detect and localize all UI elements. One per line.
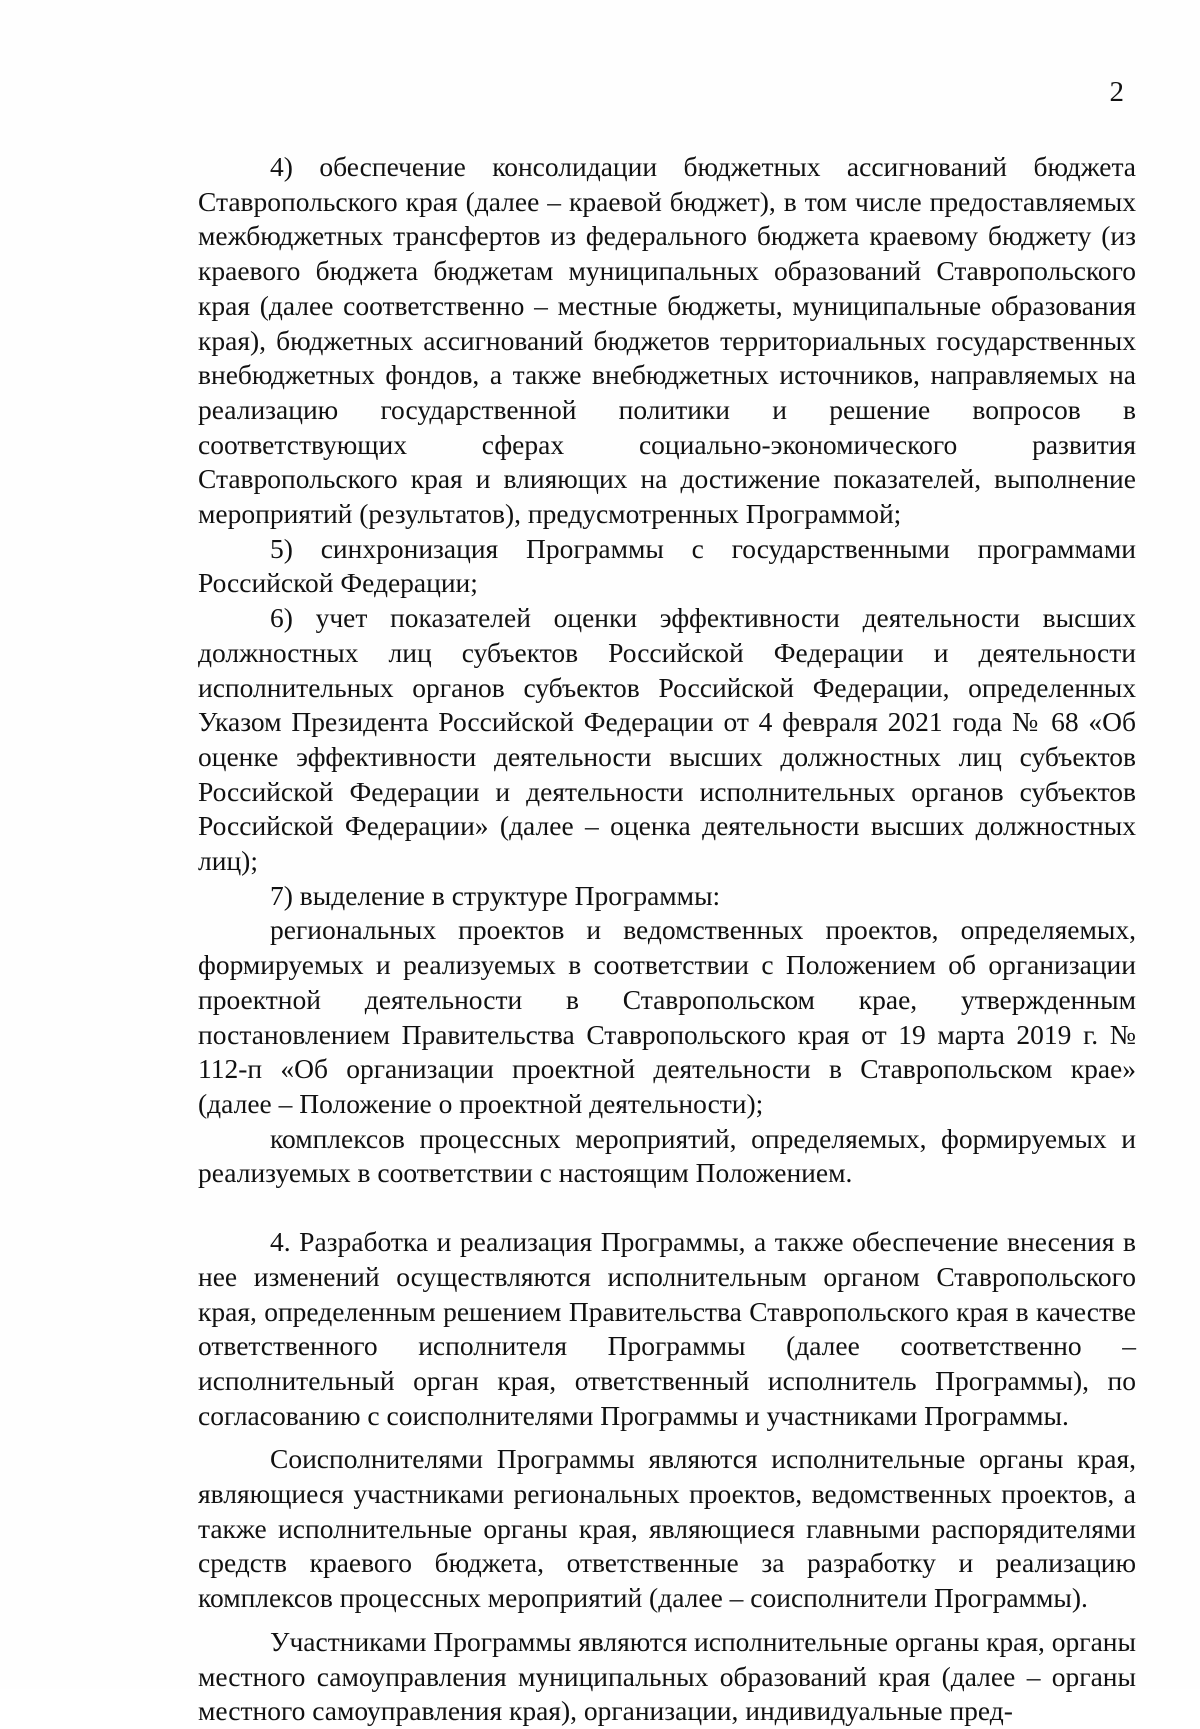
document-body (198, 150, 1136, 1729)
paragraph-regional-projects: региональных проектов и ведомственных проектов, определяемых, формируемых и реализуемых в соответствии с Положением об организации проектной деятельности в Ставропольском крае, утвержденным постановлением Правительства Ставропольского края от 19 марта 2019 г. № 112-п «Об организации проектной деятельности в Ставропольском крае» (далее – Положение о проектной деятельности); (198, 914, 1136, 1119)
paragraph-item-6: 6) учет показателей оценки эффективности деятельности высших должностных лиц субъектов Российской Федерации и деятельности исполнительных органов субъектов Российской Федерации, определенных Указом Президента Российской Федерации от 4 февраля 2021 года № 68 «Об оценке эффективности деятельности высших должностных лиц субъектов Российской Федерации и деятельности исполнительных органов субъектов Российской Федерации» (далее – оценка деятельности высших должностных лиц); (198, 602, 1136, 877)
paragraph-process-complexes: комплексов процессных мероприятий, определяемых, формируемых и реализуемых в соответствии с настоящим Положением. (198, 1122, 1136, 1189)
paragraph-section-4: 4. Разработка и реализация Программы, а также обеспечение внесения в нее изменений осуществляются исполнительным органом Ставропольского края, определенным решением Правительства Ставропольского края в качестве ответственного исполнителя Программы (далее соответственно – исполнительный орган края, ответственный исполнитель Программы), по согласованию с соисполнителями Программы и участниками Программы. (198, 1226, 1136, 1431)
paragraph-item-7: 7) выделение в структуре Программы: (270, 879, 721, 911)
paragraph-co-executors: Соисполнителями Программы являются исполнительные органы края, являющиеся участниками региональных проектов, ведомственных проектов, а также исполнительные органы края, являющиеся главными распорядителями средств краевого бюджета, ответственные за разработку и реализацию комплексов процессных мероприятий (далее – соисполнители Программы). (198, 1443, 1136, 1614)
page-number: 2 (1109, 76, 1124, 108)
paragraph-item-4: 4) обеспечение консолидации бюджетных ассигнований бюджета Ставропольского края (далее – краевой бюджет), в том числе предоставляемых межбюджетных трансфертов из федерального бюджета краевому бюджету (из краевого бюджета бюджетам муниципальных образований Ставропольского края (далее соответственно – местные бюджеты, муниципальные образования края), бюджетных ассигнований бюджетов территориальных государственных внебюджетных фондов, а также внебюджетных источников, направляемых на реализацию государственной политики и решение вопросов в соответствующих сферах социально-экономического развития Ставропольского края и влияющих на достижение показателей, выполнение мероприятий (результатов), предусмотренных Программой; (198, 151, 1136, 530)
paragraph-item-5: 5) синхронизация Программы с государственными программами Российской Федерации; (198, 532, 1136, 599)
paragraph-participants: Участниками Программы являются исполнительные органы края, органы местного самоуправления муниципальных образований края (далее – органы местного самоуправления края), организации, индивидуальные пред- (198, 1625, 1136, 1727)
